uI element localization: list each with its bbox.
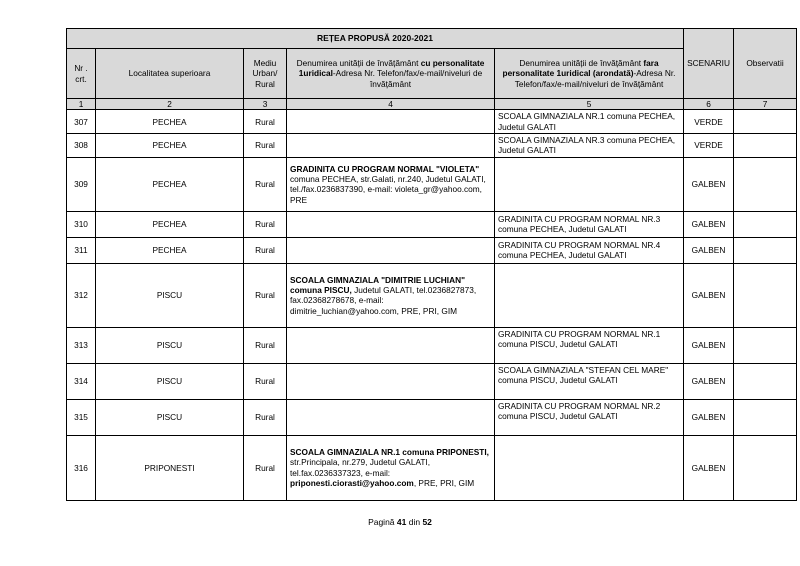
row-unit-without-pj: GRADINITA CU PROGRAM NORMAL NR.2 comuna PISCU, Judetul GALATI (495, 399, 684, 435)
row-scenariu: GALBEN (684, 327, 734, 363)
row-nr: 316 (67, 435, 96, 500)
row-observatii (734, 157, 797, 211)
row-scenariu: VERDE (684, 134, 734, 158)
row-unit-with-pj (287, 110, 495, 134)
page-number: 41 (396, 517, 407, 527)
row-mediu: Rural (244, 363, 287, 399)
row-unit-with-pj (287, 363, 495, 399)
col-number: 7 (734, 99, 797, 110)
row-observatii (734, 399, 797, 435)
row-localitate: PECHEA (96, 134, 244, 158)
row-nr: 310 (67, 211, 96, 237)
table-row (67, 211, 797, 237)
row-scenariu: GALBEN (684, 399, 734, 435)
header-col4: Denumirea unității de învățământ cu personalitate 1uridical-Adresa Nr. Telefon/fax/e-mail/niveluri de învățământ (287, 49, 495, 99)
row-mediu: Rural (244, 327, 287, 363)
row-mediu: Rural (244, 211, 287, 237)
row-mediu: Rural (244, 263, 287, 327)
row-observatii (734, 435, 797, 500)
row-scenariu: GALBEN (684, 157, 734, 211)
row-scenariu: VERDE (684, 110, 734, 134)
row-unit-without-pj: SCOALA GIMNAZIALA "STEFAN CEL MARE" comuna PISCU, Judetul GALATI (495, 363, 684, 399)
row-unit-with-pj (287, 211, 495, 237)
school-network-table (66, 28, 797, 501)
row-localitate: PISCU (96, 327, 244, 363)
row-observatii (734, 237, 797, 263)
column-number-row (67, 99, 797, 110)
row-observatii (734, 110, 797, 134)
row-localitate: PISCU (96, 363, 244, 399)
row-scenariu: GALBEN (684, 237, 734, 263)
table-row (67, 237, 797, 263)
row-unit-without-pj: GRADINITA CU PROGRAM NORMAL NR.1 comuna PISCU, Judetul GALATI (495, 327, 684, 363)
row-unit-with-pj: SCOALA GIMNAZIALA "DIMITRIE LUCHIAN" comuna PISCU, Judetul GALATI, tel.0236827873, fax.02368278678, e-mail: dimitrie_luchian@yahoo.com, PRE, PRI, GIM (287, 263, 495, 327)
row-unit-without-pj: GRADINITA CU PROGRAM NORMAL NR.3 comuna PECHEA, Judetul GALATI (495, 211, 684, 237)
row-mediu: Rural (244, 399, 287, 435)
row-nr: 315 (67, 399, 96, 435)
row-scenariu: GALBEN (684, 211, 734, 237)
row-localitate: PISCU (96, 399, 244, 435)
row-scenariu: GALBEN (684, 263, 734, 327)
row-observatii (734, 327, 797, 363)
table-row (67, 435, 797, 500)
row-unit-with-pj: GRADINITA CU PROGRAM NORMAL "VIOLETA" comuna PECHEA, str.Galati, nr.240, Judetul GALATI, tel./fax.0236837390, e-mail: violeta_gr@yahoo.com, PRE (287, 157, 495, 211)
row-localitate: PECHEA (96, 237, 244, 263)
row-observatii (734, 363, 797, 399)
table-title: REȚEA PROPUSĂ 2020-2021 (67, 29, 684, 49)
table-row (67, 134, 797, 158)
row-unit-without-pj: SCOALA GIMNAZIALA NR.3 comuna PECHEA, Judetul GALATI (495, 134, 684, 158)
row-unit-without-pj (495, 263, 684, 327)
col-number: 4 (287, 99, 495, 110)
col-number: 6 (684, 99, 734, 110)
header-localitatea: Localitatea superioara (96, 49, 244, 99)
row-nr: 312 (67, 263, 96, 327)
row-nr: 308 (67, 134, 96, 158)
header-col5: Denumirea unității de învățământ fara personalitate 1uridical (arondată)-Adresa Nr. Telefon/fax/e-mail/niveluri de învățământ (495, 49, 684, 99)
row-unit-with-pj: SCOALA GIMNAZIALA NR.1 comuna PRIPONESTI, str.Principala, nr.279, Judetul GALATI, tel.fax.0236337323, e-mail: priponesti.ciorasti@yahoo.com, PRE, PRI, GIM (287, 435, 495, 500)
table-row (67, 110, 797, 134)
header-mediu: Mediu Urban/ Rural (244, 49, 287, 99)
header-observatii: Observatii (734, 29, 797, 99)
row-mediu: Rural (244, 237, 287, 263)
row-nr: 309 (67, 157, 96, 211)
col-number: 1 (67, 99, 96, 110)
row-unit-without-pj (495, 435, 684, 500)
row-mediu: Rural (244, 435, 287, 500)
row-localitate: PECHEA (96, 110, 244, 134)
col-number: 5 (495, 99, 684, 110)
row-localitate: PECHEA (96, 157, 244, 211)
col-number: 3 (244, 99, 287, 110)
row-unit-without-pj: SCOALA GIMNAZIALA NR.1 comuna PECHEA, Judetul GALATI (495, 110, 684, 134)
row-scenariu: GALBEN (684, 435, 734, 500)
row-nr: 311 (67, 237, 96, 263)
row-unit-with-pj (287, 134, 495, 158)
table-row (67, 157, 797, 211)
row-unit-with-pj (287, 327, 495, 363)
row-nr: 313 (67, 327, 96, 363)
row-observatii (734, 263, 797, 327)
table-row (67, 363, 797, 399)
col-number: 2 (96, 99, 244, 110)
row-mediu: Rural (244, 157, 287, 211)
row-nr: 307 (67, 110, 96, 134)
row-observatii (734, 211, 797, 237)
page-footer: Pagină 41 din 52 (368, 517, 432, 527)
row-unit-with-pj (287, 399, 495, 435)
page-total: 52 (422, 517, 432, 527)
row-localitate: PECHEA (96, 211, 244, 237)
row-unit-without-pj: GRADINITA CU PROGRAM NORMAL NR.4 comuna PECHEA, Judetul GALATI (495, 237, 684, 263)
row-unit-with-pj (287, 237, 495, 263)
row-localitate: PISCU (96, 263, 244, 327)
row-nr: 314 (67, 363, 96, 399)
table-row (67, 327, 797, 363)
row-scenariu: GALBEN (684, 363, 734, 399)
table-row (67, 399, 797, 435)
row-mediu: Rural (244, 110, 287, 134)
header-scenariu: SCENARIU (684, 29, 734, 99)
row-unit-without-pj (495, 157, 684, 211)
row-mediu: Rural (244, 134, 287, 158)
table-row (67, 263, 797, 327)
header-nr-crt: Nr . crt. (67, 49, 96, 99)
row-localitate: PRIPONESTI (96, 435, 244, 500)
row-observatii (734, 134, 797, 158)
